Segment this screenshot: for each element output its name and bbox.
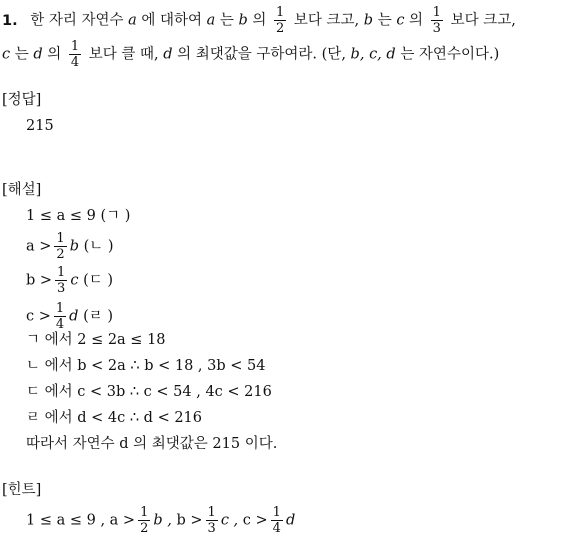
hint-expr: c > xyxy=(242,512,268,529)
fraction: $\frac{1}{3}$ xyxy=(207,505,216,536)
q-text: 의 xyxy=(252,12,267,29)
q-text: 한 자리 자연수 xyxy=(30,12,124,29)
q-text: 는 자연수이다.) xyxy=(400,46,500,63)
question-number: 1. xyxy=(2,12,18,29)
explanation-line-1 xyxy=(26,206,130,226)
q-text: 의 최댓값을 구하여라. (단, xyxy=(177,46,346,63)
q-text: 보다 크고, xyxy=(293,12,360,29)
explanation-line-2 xyxy=(26,232,114,261)
q-text: 는 xyxy=(14,46,29,63)
answer-value: 215 xyxy=(26,118,54,134)
fraction: $\frac{1}{3}$ xyxy=(57,265,66,296)
hint-expr: c , xyxy=(220,512,239,529)
q-var: d xyxy=(386,46,396,63)
hint-expr: b > xyxy=(176,512,203,529)
fraction: $\frac{1}{4}$ xyxy=(55,301,65,332)
explanation-line-3 xyxy=(26,266,113,295)
expr-post: c xyxy=(70,272,79,289)
question-line-1 xyxy=(2,6,516,35)
q-var: b, xyxy=(350,46,365,63)
explanation-line-7: ㄷ 에서 c < 3b ∴ c < 54 , 4c < 216 xyxy=(26,384,272,400)
explanation-line-6: ㄴ 에서 b < 2a ∴ b < 18 , 3b < 54 xyxy=(26,358,266,374)
q-text: 에 대하여 xyxy=(141,12,202,29)
explanation-line-4 xyxy=(26,302,113,331)
question-line-2 xyxy=(2,40,499,69)
q-text: 의 xyxy=(47,46,62,63)
q-text: 보다 클 때, xyxy=(88,46,159,63)
q-var: a xyxy=(128,12,137,29)
expr-pre: b > xyxy=(26,272,53,289)
q-var: a xyxy=(206,12,216,29)
q-var: c xyxy=(2,46,11,63)
q-var: b xyxy=(238,12,248,29)
hint-expr: b , xyxy=(153,512,172,529)
q-var: c xyxy=(396,12,405,29)
explanation-line-9: 따라서 자연수 d 의 최댓값은 215 이다. xyxy=(26,436,278,452)
explanation-line-5: ㄱ 에서 2 ≤ 2a ≤ 18 xyxy=(26,332,166,348)
fraction: $\frac{1}{2}$ xyxy=(140,505,149,536)
fraction: $\frac{1}{4}$ xyxy=(272,505,281,536)
fraction: $\frac{1}{2}$ xyxy=(56,231,65,262)
hint-expr: a > xyxy=(109,512,136,529)
expr-pre: a > xyxy=(26,238,52,255)
expr-post: b xyxy=(69,238,79,255)
q-var: b xyxy=(363,12,374,29)
q-text: 보다 크고, xyxy=(450,12,516,29)
explanation-heading: [해설] xyxy=(2,182,42,198)
expr-post: d xyxy=(69,308,79,325)
q-text: 는 xyxy=(377,12,392,29)
expr-pre: c > xyxy=(26,308,51,325)
q-var: c, xyxy=(369,46,382,63)
q-text: 는 xyxy=(219,12,234,29)
fraction-one-half: $\frac{1}{2}$ xyxy=(276,5,285,36)
fraction-one-quarter: $\frac{1}{4}$ xyxy=(70,39,80,70)
hint-expr: d xyxy=(285,512,296,529)
answer-heading: [정답] xyxy=(2,92,42,108)
tag: (ㄱ ) xyxy=(100,208,131,224)
tag: (ㄷ ) xyxy=(83,272,113,289)
q-var: d xyxy=(163,46,173,63)
hint-heading: [힌트] xyxy=(2,482,42,498)
explanation-line-8: ㄹ 에서 d < 4c ∴ d < 216 xyxy=(26,410,203,426)
expr: 1 ≤ a ≤ 9 xyxy=(26,208,96,224)
tag: (ㄹ ) xyxy=(83,308,114,325)
hint-line xyxy=(26,506,295,535)
tag: (ㄴ ) xyxy=(83,238,114,255)
hint-expr: 1 ≤ a ≤ 9 , xyxy=(26,512,106,529)
fraction-one-third: $\frac{1}{3}$ xyxy=(432,5,441,36)
q-var: d xyxy=(33,46,43,63)
q-text: 의 xyxy=(409,12,424,29)
